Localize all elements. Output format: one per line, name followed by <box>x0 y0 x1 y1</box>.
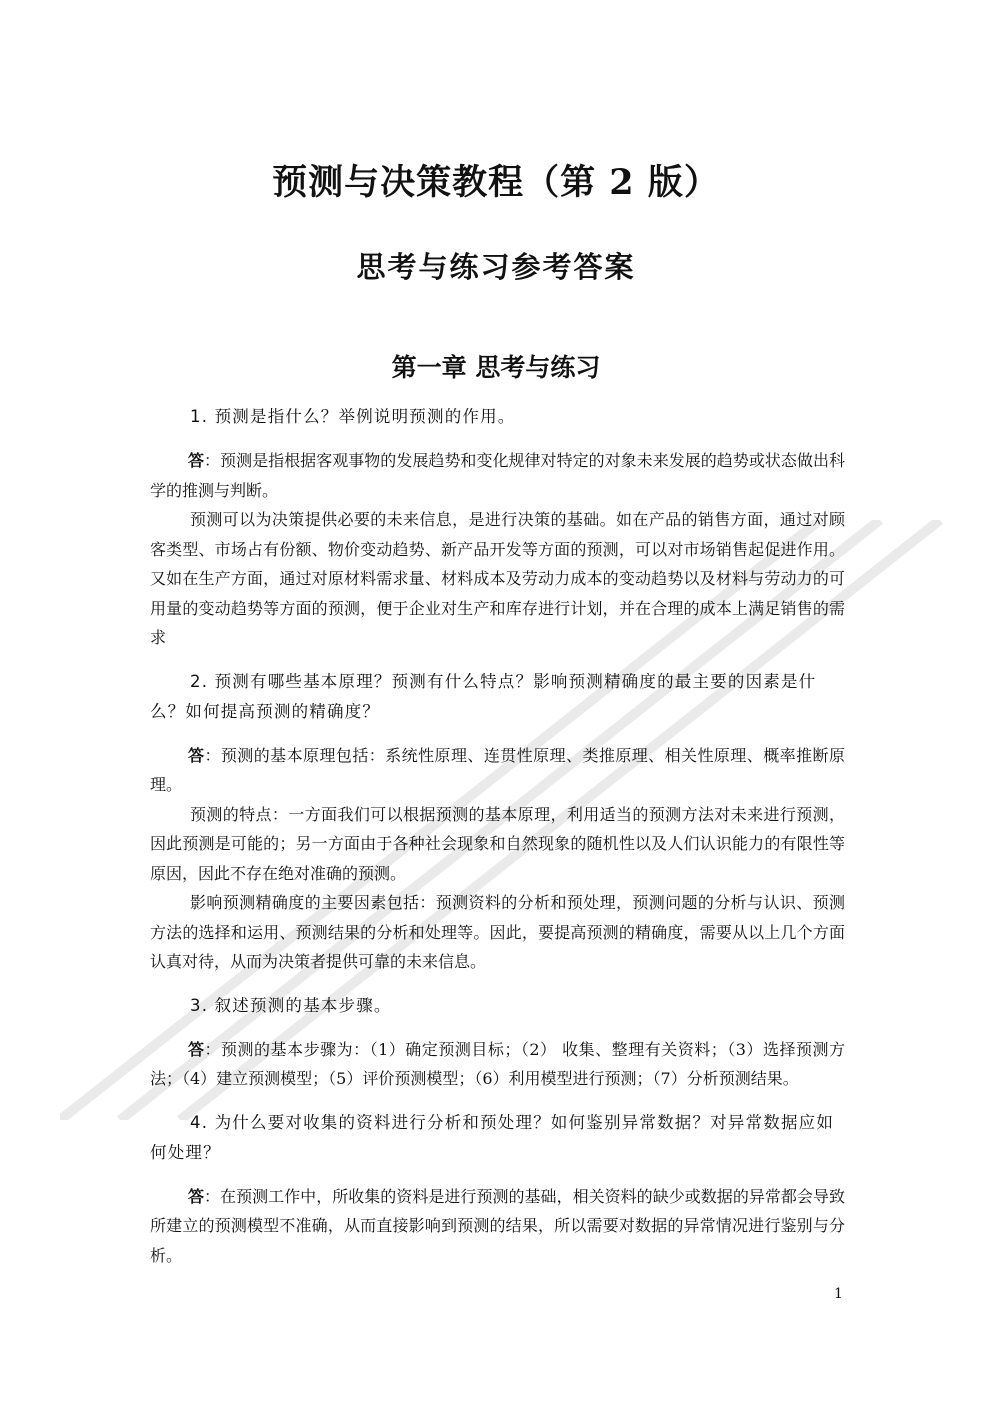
question-4: 4. 为什么要对收集的资料进行分析和预处理？如何鉴别异常数据？对异常数据应如何处理？ <box>150 1112 835 1162</box>
question-1: 1. 预测是指什么？举例说明预测的作用。 <box>190 407 516 426</box>
answer-label: 答 <box>188 1039 205 1059</box>
question-2: 2. 预测有哪些基本原理？预测有什么特点？影响预测精确度的最主要的因素是什么？如何提高预测的精确度？ <box>150 671 817 721</box>
document-subtitle: 思考与练习参考答案 <box>356 250 636 284</box>
page-number: 1 <box>834 1286 843 1302</box>
question-3: 3. 叙述预测的基本步骤。 <box>190 995 392 1015</box>
answer-1-paragraph-1 <box>150 446 845 505</box>
answer-text: ：预测是指根据客观事物的发展趋势和变化规律对特定的对象未来发展的趋势或状态做出科学的推测与判断。 <box>150 451 845 500</box>
content-body <box>150 402 845 1270</box>
document-title: 预测与决策教程（第 2 版） <box>272 162 720 203</box>
chapter-heading: 第一章 思考与练习 <box>391 353 601 382</box>
answer-label: 答 <box>188 1186 205 1206</box>
answer-text: ：在预测工作中，所收集的资料是进行预测的基础，相关资料的缺少或数据的异常都会导致所建立的预测模型不准确，从而直接影响到预测的结果，所以需要对数据的异常情况进行鉴别与分析。 <box>150 1186 845 1265</box>
answer-3-paragraph-1 <box>150 1035 845 1094</box>
answer-1-paragraph-2: 预测可以为决策提供必要的未来信息，是进行决策的基础。如在产品的销售方面，通过对顾客类型、市场占有份额、物价变动趋势、新产品开发等方面的预测，可以对市场销售起促进作用。又如在生产方面，通过对原材料需求量、材料成本及劳动力成本的变动趋势以及材料与劳动力的可用量的变动趋势等方面的预测，便于企业对生产和库存进行计划，并在合理的成本上满足销售的需求 <box>150 510 845 647</box>
answer-text: ：预测的基本原理包括：系统性原理、连贯性原理、类推原理、相关性原理、概率推断原理。 <box>150 745 845 794</box>
answer-label: 答 <box>188 451 205 470</box>
answer-text: ：预测的基本步骤为：（1）确定预测目标；（2） 收集、整理有关资料；（3）选择预测方法；（4）建立预测模型；（5）评价预测模型；（6）利用模型进行预测；（7）分析预测结果。 <box>150 1039 845 1088</box>
answer-2-paragraph-3: 影响预测精确度的主要因素包括：预测资料的分析和预处理，预测问题的分析与认识、预测方法的选择和运用、预测结果的分析和处理等。因此，要提高预测的精确度，需要从以上几个方面认真对待，从而为决策者提供可靠的未来信息。 <box>150 893 845 971</box>
answer-2-paragraph-2: 预测的特点：一方面我们可以根据预测的基本原理，利用适当的预测方法对未来进行预测，因此预测是可能的；另一方面由于各种社会现象和自然现象的随机性以及人们认识能力的有限性等原因，因此不存在绝对准确的预测。 <box>150 804 845 883</box>
answer-label: 答 <box>188 745 205 765</box>
answer-2-paragraph-1 <box>150 741 845 800</box>
answer-4-paragraph-1 <box>150 1182 845 1271</box>
